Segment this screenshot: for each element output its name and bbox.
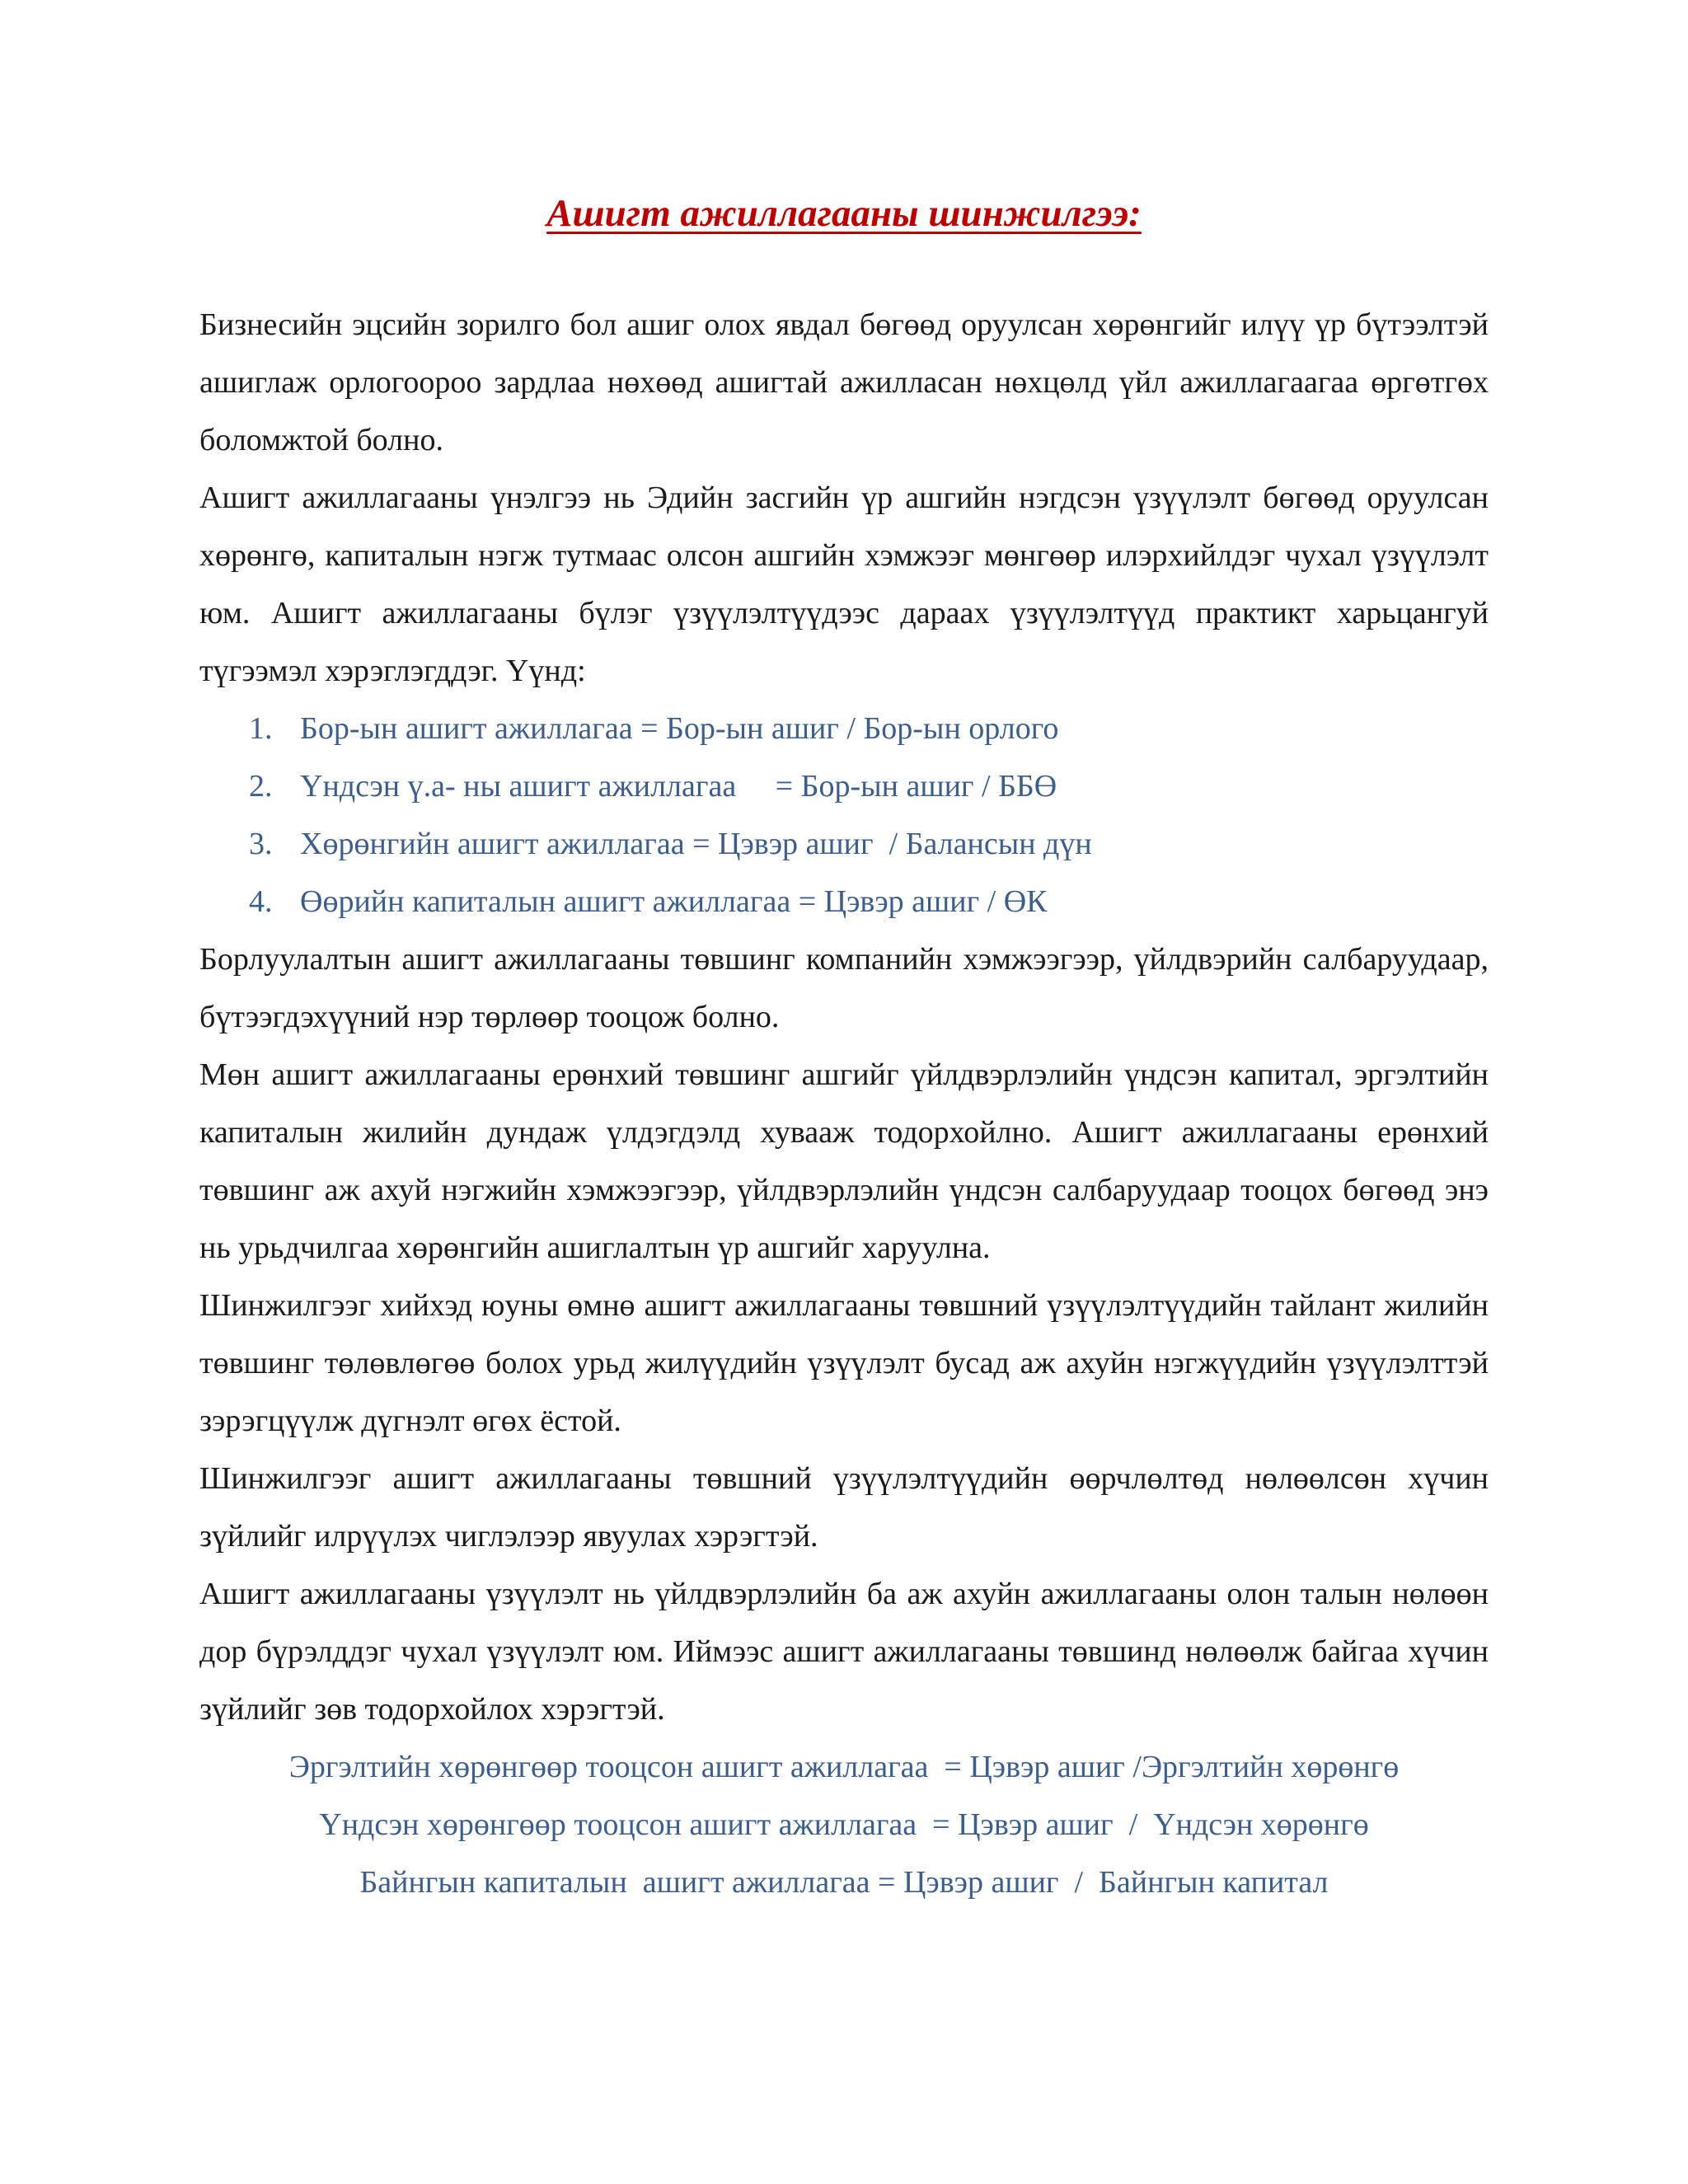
- paragraph-intro-1: Бизнесийн эцсийн зорилго бол ашиг олох явдал бөгөөд оруулсан хөрөнгийг илүү үр бүтээлтэй ашиглаж орлогоороо зардлаа нөхөөд ашигтай ажилласан нөхцөлд үйл ажиллагаагаа өргөтгөх боломжтой болно.: [199, 307, 1489, 457]
- formula-item: [199, 700, 1489, 757]
- centered-formula: Үндсэн хөрөнгөөр тооцсон ашигт ажиллагаа = Цэвэр ашиг / Үндсэн хөрөнгө: [319, 1807, 1369, 1842]
- formula-item: [199, 815, 1489, 873]
- formula-text: Өөрийн капиталын ашигт ажиллагаа = Цэвэр ашиг / ӨК: [300, 884, 1048, 919]
- formula-text: Бор-ын ашигт ажиллагаа = Бор-ын ашиг / Бор-ын орлого: [300, 711, 1059, 746]
- paragraph-main-4: Шинжилгээг ашигт ажиллагааны төвшний үзүүлэлтүүдийн өөрчлөлтөд нөлөөлсөн хүчин зүйлийг илрүүлэх чиглэлээр явуулах хэрэгтэй.: [199, 1461, 1489, 1554]
- formula-number: 4.: [249, 884, 273, 919]
- formula-number: 2.: [249, 769, 273, 804]
- centered-formula: Эргэлтийн хөрөнгөөр тооцсон ашигт ажиллагаа = Цэвэр ашиг /Эргэлтийн хөрөнгө: [288, 1750, 1400, 1784]
- formula-list: [199, 700, 1489, 930]
- formula-number: 3.: [249, 827, 273, 861]
- document-body: [199, 296, 1489, 1911]
- formula-item: [199, 873, 1489, 930]
- centered-formula: Байнгын капиталын ашигт ажиллагаа = Цэвэр ашиг / Байнгын капитал: [359, 1865, 1329, 1900]
- paragraph-main-5: Ашигт ажиллагааны үзүүлэлт нь үйлдвэрлэлийн ба аж ахуйн ажиллагааны олон талын нөлөөн дор бүрэлддэг чухал үзүүлэлт юм. Иймээс ашигт ажиллагааны төвшинд нөлөөлж байгаа хүчин зүйлийг зөв тодорхойлох хэрэгтэй.: [199, 1577, 1489, 1727]
- paragraph-main-2: Мөн ашигт ажиллагааны ерөнхий төвшинг ашгийг үйлдвэрлэлийн үндсэн капитал, эргэлтийн капиталын жилийн дундаж үлдэгдэлд хувааж тодорхойлно. Ашигт ажиллагааны ерөнхий төвшинг аж ахуй нэгжийн хэмжээгээр, үйлдвэрлэлийн үндсэн салбаруудаар тооцох бөгөөд энэ нь урьдчилгаа хөрөнгийн ашиглалтын үр ашгийг харуулна.: [199, 1057, 1489, 1265]
- formula-number: 1.: [249, 711, 273, 746]
- paragraph-main-3: Шинжилгээг хийхэд юуны өмнө ашигт ажиллагааны төвшний үзүүлэлтүүдийн тайлант жилийн төвшинг төлөвлөгөө болох урьд жилүүдийн үзүүлэлт бусад аж ахуйн нэгжүүдийн үзүүлэлттэй зэрэгцүүлж дүгнэлт өгөх ёстой.: [199, 1288, 1489, 1438]
- formula-text: Хөрөнгийн ашигт ажиллагаа = Цэвэр ашиг / Балансын дүн: [300, 827, 1092, 861]
- centered-formulas: [199, 1738, 1489, 1911]
- paragraph-intro-2: Ашигт ажиллагааны үнэлгээ нь Эдийн засгийн үр ашгийн нэгдсэн үзүүлэлт бөгөөд оруулсан хөрөнгө, капиталын нэгж тутмаас олсон ашгийн хэмжээг мөнгөөр илэрхийлдэг чухал үзүүлэлт юм. Ашигт ажиллагааны бүлэг үзүүлэлтүүдээс дараах үзүүлэлтүүд практикт харьцангуй түгээмэл хэрэглэгддэг. Үүнд:: [199, 480, 1489, 688]
- formula-text: Үндсэн ү.а- ны ашигт ажиллагаа = Бор-ын ашиг / ББӨ: [300, 769, 1057, 804]
- formula-item: [199, 757, 1489, 815]
- document-title: Ашигт ажиллагааны шинжилгээ:: [546, 192, 1142, 235]
- paragraph-main-1: Борлуулалтын ашигт ажиллагааны төвшинг компанийн хэмжээгээр, үйлдвэрийн салбаруудаар, бүтээгдэхүүний нэр төрлөөр тооцож болно.: [199, 942, 1489, 1034]
